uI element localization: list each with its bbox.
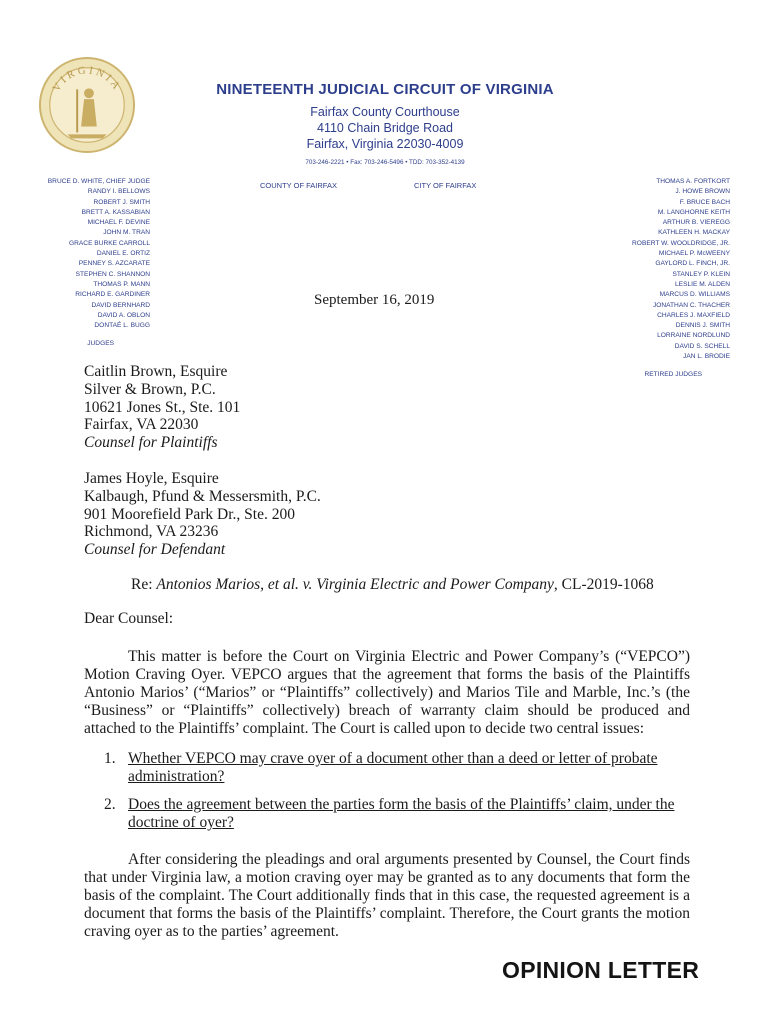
court-title: NINETEENTH JUDICIAL CIRCUIT OF VIRGINIA: [216, 81, 554, 98]
recipient-firm: Kalbaugh, Pfund & Messersmith, P.C.: [84, 487, 321, 505]
recipient-name: Caitlin Brown, Esquire: [84, 363, 228, 380]
retired-judge-name: ROBERT W. WOOLDRIDGE, JR.: [632, 239, 730, 247]
judge-name: STEPHEN C. SHANNON: [75, 270, 150, 278]
county-label: COUNTY OF FAIRFAX: [260, 181, 337, 190]
body-paragraph-1: [84, 648, 690, 738]
retired-judge-name: MARCUS D. WILLIAMS: [659, 291, 730, 299]
judge-name: DAVID BERNHARD: [91, 301, 150, 309]
retired-judge-name: F. BRUCE BACH: [679, 198, 730, 206]
retired-judge-name: STANLEY P. KLEIN: [672, 270, 730, 278]
courthouse-city: Fairfax, Virginia 22030-4009: [306, 137, 464, 151]
judge-name: BRETT A. KASSABIAN: [81, 208, 150, 216]
seal-text: VIRGINIA: [50, 64, 124, 94]
retired-judge-name: LORRAINE NORDLUND: [657, 332, 730, 340]
judge-name: DAVID A. OBLON: [97, 311, 150, 319]
issue-number: 2.: [104, 796, 116, 813]
retired-judge-name: JONATHAN C. THACHER: [652, 301, 730, 309]
re-case-name: Antonios Marios, et al. v. Virginia Electric and Power Company: [156, 576, 554, 593]
judge-name: THOMAS P. MANN: [93, 280, 150, 288]
judge-name: RANDY I. BELLOWS: [87, 188, 150, 196]
retired-judge-name: DAVID S. SCHELL: [674, 342, 730, 350]
recipient-firm: Silver & Brown, P.C.: [84, 380, 216, 398]
courthouse-name: Fairfax County Courthouse: [310, 105, 460, 119]
issue-text-line2: administration?: [128, 768, 225, 785]
issue-text-line1: Whether VEPCO may crave oyer of a document other than a deed or letter of probate: [128, 750, 658, 767]
judge-name: BRUCE D. WHITE, CHIEF JUDGE: [47, 178, 150, 185]
judge-name: GRACE BURKE CARROLL: [69, 239, 150, 247]
recipient-role: Counsel for Defendant: [84, 541, 226, 559]
recipient-city: Richmond, VA 23236: [84, 523, 219, 541]
recipient-defendant-counsel: [84, 470, 321, 559]
recipient-city: Fairfax, VA 22030: [84, 416, 199, 434]
re-case-number: , CL-2019-1068: [553, 576, 654, 593]
judge-name: ROBERT J. SMITH: [93, 198, 150, 206]
judge-name: RICHARD E. GARDINER: [75, 291, 150, 299]
retired-judges-list: [606, 177, 730, 381]
paragraph-text: This matter is before the Court on Virginia Electric and Power Company’s (“VEPCO”) Motion Craving Oyer. VEPCO argues that the agreement that forms the basis of the Plaintiffs Antonio Marios’ (“Marios” or “Plaintiffs” collectively) and Marios Tile and Marble, Inc.’s (the “Business” or “Plaintiffs” collectively) breach of warranty claim should be produced and attached to the Plaintiffs’ complaint. The Court is called upon to decide two central issues:: [84, 648, 690, 737]
issue-text-line2: doctrine of oyer?: [128, 814, 234, 831]
paragraph-text: After considering the pleadings and oral arguments presented by Counsel, the Court finds that under Virginia law, a motion craving oyer may be granted as to any documents that form the basis of the complaint. The Court additionally finds that in this case, the requested agreement is a document that forms the basis of the Plaintiffs’ complaint. Therefore, the Court grants the motion craving oyer as to the parties’ agreement.: [84, 851, 690, 940]
judge-name: PENNEY S. AZCARATE: [78, 260, 150, 268]
retired-judge-name: CHARLES J. MAXFIELD: [657, 311, 730, 319]
recipient-street: 901 Moorefield Park Dr., Ste. 200: [84, 505, 295, 523]
re-prefix: Re:: [131, 576, 157, 593]
contact-numbers: 703-246-2221 • Fax: 703-246-5496 • TDD: 703-352-4139: [305, 159, 465, 166]
opinion-letter-stamp: OPINION LETTER: [502, 957, 700, 983]
letter-date: September 16, 2019: [314, 292, 435, 308]
recipient-street: 10621 Jones St., Ste. 101: [84, 398, 241, 416]
retired-judge-name: M. LANGHORNE KEITH: [657, 208, 730, 216]
salutation: Dear Counsel:: [84, 610, 174, 627]
issue-text-line1: Does the agreement between the parties form the basis of the Plaintiffs’ claim, under the: [128, 796, 675, 813]
city-label: CITY OF FAIRFAX: [414, 181, 477, 190]
judges-label: JUDGES: [87, 340, 114, 348]
judge-name: DANIEL E. ORTIZ: [96, 250, 150, 258]
judge-name: MICHAEL F. DEVINE: [87, 219, 150, 227]
retired-judge-name: MICHAEL P. McWEENY: [658, 250, 730, 258]
retired-judge-name: J. HOWE BROWN: [675, 188, 730, 196]
body-paragraph-2: [84, 851, 690, 941]
retired-judge-name: GAYLORD L. FINCH, JR.: [655, 260, 730, 268]
judge-name: JOHN M. TRAN: [103, 229, 150, 237]
retired-judge-name: JAN L. BRODIE: [683, 353, 730, 361]
retired-judge-name: ARTHUR B. VIEREGG: [662, 219, 730, 227]
recipient-name: James Hoyle, Esquire: [84, 470, 219, 487]
judge-name: DONTAÉ L. BUGG: [94, 322, 150, 330]
retired-judges-label: RETIRED JUDGES: [644, 371, 702, 379]
issue-number: 1.: [104, 750, 116, 767]
courthouse-street: 4110 Chain Bridge Road: [317, 121, 453, 135]
retired-judge-name: LESLIE M. ALDEN: [675, 280, 730, 288]
recipient-role: Counsel for Plaintiffs: [84, 434, 218, 452]
re-line: [131, 576, 654, 594]
recipient-plaintiffs-counsel: [84, 363, 240, 452]
judges-list: [26, 177, 150, 350]
retired-judge-name: DENNIS J. SMITH: [675, 322, 730, 330]
retired-judge-name: THOMAS A. FORTKORT: [656, 178, 730, 185]
retired-judge-name: KATHLEEN H. MACKAY: [658, 229, 730, 237]
